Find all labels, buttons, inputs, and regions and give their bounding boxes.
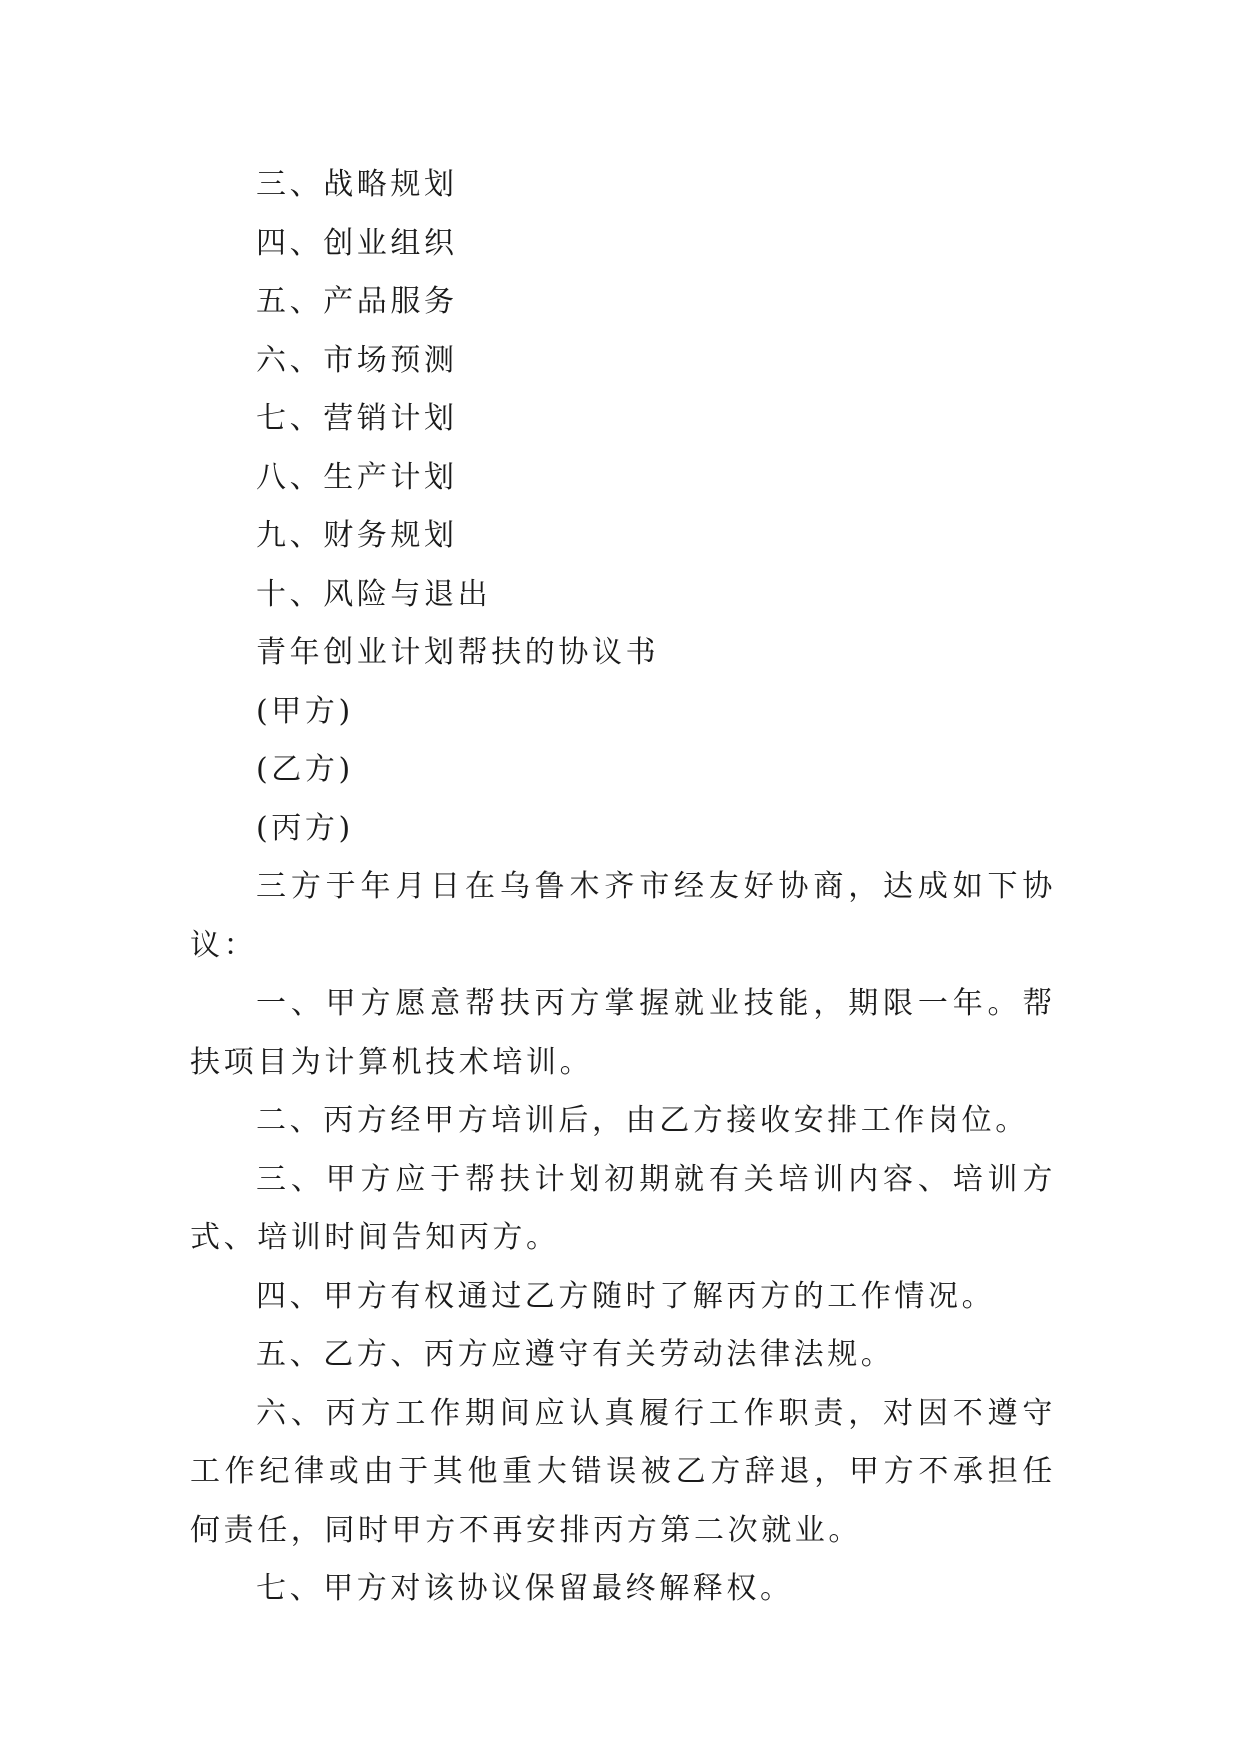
outline-item-strategy: 三、战略规划 [256,167,458,202]
agreement-intro: 三方于年月日在乌鲁木齐市经友好协商，达成如下协议： [190,869,1056,963]
clause-1: 一、甲方愿意帮扶丙方掌握就业技能，期限一年。帮扶项目为计算机技术培训。 [190,986,1056,1080]
party-b: (乙方) [256,752,354,787]
clause-5: 五、乙方、丙方应遵守有关劳动法律法规。 [256,1337,895,1372]
outline-item-marketing-plan: 七、营销计划 [256,401,458,436]
party-a: (甲方) [256,693,354,729]
document-body [190,156,1056,1619]
clause-4: 四、甲方有权通过乙方随时了解丙方的工作情况。 [256,1278,996,1314]
agreement-title: 青年创业计划帮扶的协议书 [256,635,660,670]
clause-6: 六、丙方工作期间应认真履行工作职责，对因不遵守工作纪律或由于其他重大错误被乙方辞退，甲方不承担任何责任，同时甲方不再安排丙方第二次就业。 [190,1395,1056,1548]
outline-item-products: 五、产品服务 [256,284,458,319]
outline-item-market-forecast: 六、市场预测 [256,342,458,378]
clause-7: 七、甲方对该协议保留最终解释权。 [256,1571,794,1606]
clause-2: 二、丙方经甲方培训后，由乙方接收安排工作岗位。 [256,1103,1029,1138]
outline-item-finance: 九、财务规划 [256,518,458,553]
outline-item-production-plan: 八、生产计划 [256,459,458,495]
party-c: (丙方) [256,810,354,846]
clause-3: 三、甲方应于帮扶计划初期就有关培训内容、培训方式、培训时间告知丙方。 [190,1161,1056,1255]
outline-item-organization: 四、创业组织 [256,225,458,261]
outline-item-risk-exit: 十、风险与退出 [256,576,492,612]
